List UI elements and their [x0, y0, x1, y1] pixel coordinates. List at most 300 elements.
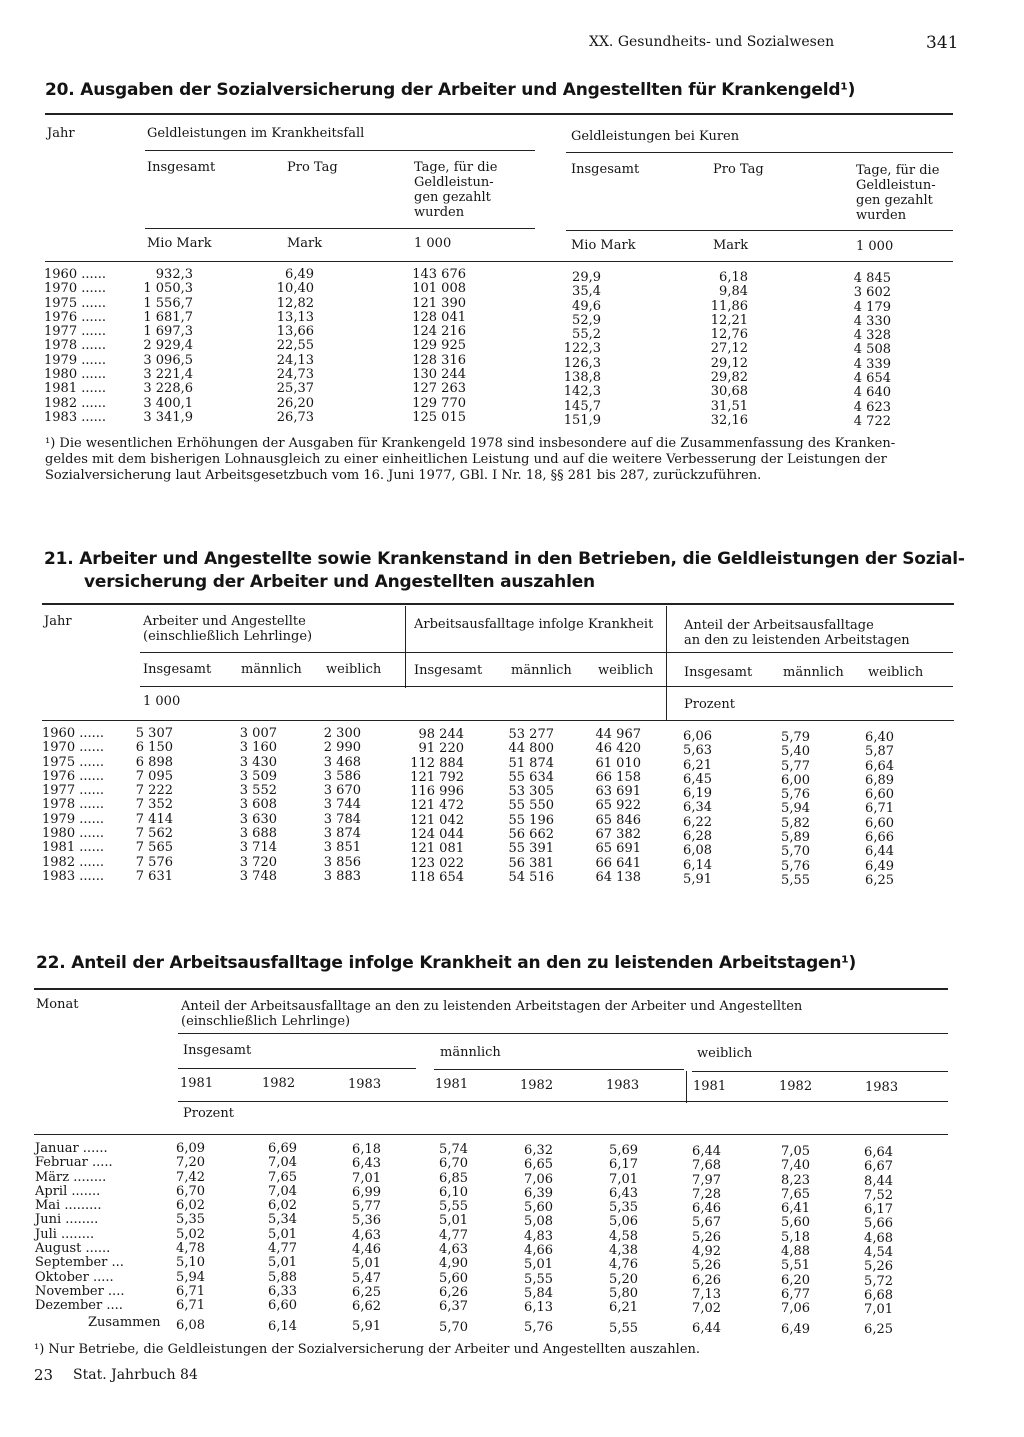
table-cell: 6,68	[864, 1287, 893, 1303]
total-insg-1981: 6,08	[176, 1318, 205, 1333]
group-header-krankheitsfall: Geldleistungen im Krankheitsfall	[147, 126, 365, 141]
table-cell: 6,70	[176, 1183, 205, 1199]
row-label-text: August	[35, 1241, 82, 1257]
group-header-arbeiter: Arbeiter und Angestellte (einschließlich Lehrlinge)	[143, 614, 313, 644]
row-label-text: 1981	[44, 381, 78, 397]
table-cell: 13,13	[276, 309, 314, 325]
table-cell: 31,51	[710, 398, 748, 414]
col-header-insgesamt-21b: Insgesamt	[414, 663, 483, 678]
leader-dots: ......	[75, 740, 105, 756]
table-cell: 125 015	[412, 409, 466, 425]
table-cell: 55 391	[508, 841, 554, 857]
table-20-col-krankheit-protag	[270, 268, 314, 425]
total-m-1982: 5,76	[524, 1320, 553, 1335]
table-cell: 4,76	[609, 1257, 638, 1273]
table-cell: 5,01	[524, 1257, 553, 1273]
col-header-insgesamt-21a: Insgesamt	[143, 662, 212, 677]
table-cell: 121 792	[410, 769, 464, 785]
table-cell: 101 008	[412, 281, 466, 297]
table-cell: 7,01	[352, 1170, 381, 1186]
row-label	[35, 1242, 165, 1256]
table-cell: 65 691	[595, 841, 641, 857]
table-20-col-kuren-tage	[848, 272, 891, 429]
table-cell: 4,63	[439, 1242, 468, 1258]
table-cell: 5 307	[135, 726, 173, 741]
table-cell: 121 390	[412, 295, 466, 311]
table-cell: 6,71	[176, 1283, 205, 1299]
table-cell: 127 263	[412, 381, 466, 397]
table-cell: 5,69	[609, 1143, 638, 1158]
table-cell: 145,7	[563, 398, 601, 414]
table-21-header-rule	[42, 720, 954, 721]
row-label	[42, 727, 134, 741]
col-header-insgesamt-1: Insgesamt	[147, 160, 216, 175]
table-cell: 3 228,6	[143, 381, 193, 397]
leader-dots: ......	[77, 324, 107, 340]
table-22-top-rule	[34, 988, 948, 990]
row-label-text: 1979	[42, 811, 76, 827]
table-cell: 6,28	[683, 829, 712, 845]
row-label-text: 1970	[44, 281, 78, 297]
table-cell: 27,12	[710, 341, 748, 357]
table-cell: 5,01	[352, 1256, 381, 1272]
table-cell: 7,97	[692, 1172, 721, 1188]
table-cell: 6,43	[352, 1156, 381, 1172]
table-cell: 6,37	[439, 1299, 468, 1315]
table-cell: 5,76	[781, 858, 810, 874]
leader-dots: ......	[75, 840, 105, 856]
table-cell: 6 898	[135, 754, 173, 770]
table-cell: 98 244	[418, 727, 464, 742]
leader-dots: ........	[61, 1212, 99, 1228]
table-cell: 4,54	[864, 1245, 893, 1261]
row-label	[44, 268, 134, 282]
table-cell: 5,20	[609, 1271, 638, 1287]
table-cell: 118 654	[410, 869, 464, 885]
table-cell: 6,26	[692, 1272, 721, 1288]
row-label-text: 1977	[44, 324, 78, 340]
row-label	[42, 770, 134, 784]
table-cell: 121 042	[410, 812, 464, 828]
table-cell: 6,06	[683, 729, 712, 744]
table-cell: 3 221,4	[143, 367, 193, 383]
col-header-weiblich-22: weiblich	[697, 1046, 753, 1061]
table-cell: 6,64	[864, 1145, 893, 1160]
row-label-text: 1978	[42, 797, 76, 813]
table-cell: 6,17	[864, 1202, 893, 1218]
table-cell: 6,25	[352, 1284, 381, 1300]
footer-source: Stat. Jahrbuch 84	[73, 1367, 198, 1383]
sub-rule-22c	[692, 1071, 948, 1072]
table-cell: 7 414	[135, 811, 173, 827]
table-22-title: 22. Anteil der Arbeitsausfalltage infolge Krankheit an den zu leistenden Arbeitstagen¹)	[36, 953, 857, 973]
row-label	[42, 856, 134, 870]
leader-dots: ......	[77, 352, 107, 368]
table-cell: 5,60	[439, 1270, 468, 1286]
unit-prozent-21: Prozent	[684, 697, 735, 712]
table-cell: 46 420	[595, 741, 641, 757]
table-cell: 5,72	[864, 1273, 893, 1289]
row-label-text: 1981	[42, 840, 76, 856]
leader-dots: ......	[77, 267, 107, 282]
total-m-1981: 5,70	[439, 1320, 468, 1335]
table-cell: 61 010	[595, 755, 641, 771]
table-cell: 5,51	[781, 1258, 810, 1274]
leader-dots: ........	[69, 1169, 107, 1185]
table-cell: 2 990	[323, 740, 361, 756]
leader-dots: .........	[60, 1198, 102, 1214]
row-label-text: Mai	[35, 1198, 61, 1214]
table-cell: 53 277	[508, 727, 554, 742]
table-cell: 5,08	[524, 1214, 553, 1230]
col-header-maennlich-21b: männlich	[511, 663, 572, 678]
row-label	[35, 1156, 165, 1170]
table-cell: 7 565	[135, 840, 173, 856]
table-cell: 116 996	[410, 784, 464, 800]
table-cell: 5,01	[439, 1213, 468, 1229]
table-cell: 11,86	[710, 298, 748, 314]
table-cell: 5,70	[781, 844, 810, 860]
table-cell: 130 244	[412, 367, 466, 383]
table-22-col-insg-1983	[346, 1143, 381, 1315]
table-cell: 5,60	[524, 1200, 553, 1216]
vrule-21-b	[666, 606, 667, 720]
unit-1000-1: 1 000	[414, 236, 452, 251]
table-cell: 5,02	[176, 1226, 205, 1242]
year-header-1981a: 1981	[180, 1076, 214, 1091]
col-header-insgesamt-22: Insgesamt	[183, 1043, 252, 1058]
row-label	[35, 1256, 165, 1270]
table-cell: 4,46	[352, 1242, 381, 1258]
table-cell: 7,28	[692, 1186, 721, 1202]
table-cell: 3 851	[323, 840, 361, 856]
year-header-1981b: 1981	[435, 1077, 469, 1092]
table-cell: 138,8	[563, 370, 601, 386]
table-cell: 5,94	[781, 801, 810, 817]
table-cell: 5,26	[692, 1229, 721, 1245]
row-label	[44, 325, 134, 339]
table-21-col-ausfall-weiblich	[585, 728, 641, 885]
leader-dots: ......	[77, 395, 107, 411]
table-cell: 3 160	[239, 740, 277, 756]
total-insg-1982: 6,14	[268, 1319, 297, 1334]
table-cell: 4,66	[524, 1243, 553, 1259]
leader-dots: ......	[75, 868, 105, 884]
table-cell: 6,89	[865, 772, 894, 788]
table-21-col-anteil-insgesamt	[678, 730, 712, 887]
table-cell: 7,06	[524, 1171, 553, 1187]
table-20-col-kuren-protag	[700, 271, 748, 428]
table-cell: 4,58	[609, 1228, 638, 1244]
table-cell: 6,60	[268, 1298, 297, 1314]
group-header-anteil-22: Anteil der Arbeitsausfalltage an den zu leistenden Arbeitstagen der Arbeiter und Angestellten (einschließlich Lehrlinge)	[181, 999, 803, 1029]
table-cell: 65 922	[595, 798, 641, 814]
table-cell: 3 400,1	[143, 395, 193, 411]
table-cell: 1 681,7	[143, 309, 193, 325]
table-cell: 7 095	[135, 768, 173, 784]
table-cell: 6,09	[176, 1141, 205, 1156]
year-header-1982b: 1982	[520, 1078, 554, 1093]
footer-page-no: 23	[34, 1366, 54, 1384]
row-label	[35, 1299, 165, 1313]
leader-dots: .......	[67, 1183, 101, 1199]
table-cell: 3 509	[239, 768, 277, 784]
table-cell: 121 081	[410, 841, 464, 857]
leader-dots: ......	[75, 754, 105, 770]
leader-dots: .....	[88, 1269, 114, 1285]
table-cell: 5,01	[268, 1226, 297, 1242]
row-label-text: 1982	[42, 854, 76, 870]
table-20-col-krankheit-tage	[405, 268, 466, 425]
table-cell: 4,83	[524, 1228, 553, 1244]
row-label	[44, 354, 134, 368]
leader-dots: ....	[103, 1283, 125, 1299]
table-cell: 44 967	[595, 727, 641, 742]
table-cell: 26,73	[276, 409, 314, 425]
unit-mark-1: Mark	[287, 236, 323, 251]
row-label-text: 1980	[44, 367, 78, 383]
table-cell: 6,43	[609, 1185, 638, 1201]
table-cell: 5,74	[439, 1142, 468, 1157]
table-cell: 5,35	[609, 1200, 638, 1216]
row-label-text: 1983	[44, 409, 78, 425]
table-21-top-rule	[42, 603, 954, 605]
table-cell: 22,55	[276, 338, 314, 354]
row-label	[35, 1271, 165, 1285]
table-cell: 5,91	[683, 871, 712, 887]
leader-dots: ......	[75, 826, 105, 842]
table-cell: 26,20	[276, 395, 314, 411]
page-number: 341	[926, 33, 959, 53]
sub-rule-22b	[434, 1069, 684, 1070]
table-cell: 2 929,4	[143, 338, 193, 354]
table-cell: 6,34	[683, 800, 712, 816]
unit-mio-mark-2: Mio Mark	[571, 238, 636, 253]
row-label	[35, 1185, 165, 1199]
table-cell: 3 670	[323, 783, 361, 799]
table-cell: 4 654	[853, 371, 891, 387]
table-cell: 5,89	[781, 830, 810, 846]
leader-dots: ........	[56, 1226, 95, 1242]
table-cell: 4,78	[176, 1241, 205, 1257]
row-label	[42, 756, 134, 770]
table-cell: 4,77	[439, 1227, 468, 1243]
table-cell: 3 552	[239, 783, 277, 799]
leader-dots: ......	[81, 1241, 111, 1257]
unit-rule-1	[145, 228, 535, 229]
table-cell: 128 041	[412, 309, 466, 325]
table-cell: 6,44	[692, 1144, 721, 1159]
row-label-text: 1980	[42, 826, 76, 842]
total-insg-1983: 5,91	[352, 1319, 381, 1334]
table-cell: 3 608	[239, 797, 277, 813]
col-header-maennlich-22: männlich	[440, 1045, 501, 1060]
unit-mio-mark-1: Mio Mark	[147, 236, 212, 251]
col-header-weiblich-21c: weiblich	[868, 665, 924, 680]
table-cell: 12,76	[710, 327, 748, 343]
table-cell: 123 022	[410, 855, 464, 871]
table-cell: 32,16	[710, 412, 748, 428]
table-cell: 129 770	[412, 395, 466, 411]
leader-dots: .....	[87, 1155, 113, 1171]
table-cell: 3 468	[323, 754, 361, 770]
table-cell: 5,87	[865, 744, 894, 760]
col-header-insgesamt-2: Insgesamt	[571, 162, 640, 177]
leader-dots: ......	[75, 797, 105, 813]
leader-dots: ....	[102, 1298, 123, 1314]
sub-rule-22a	[178, 1068, 416, 1069]
table-cell: 5,67	[692, 1215, 721, 1231]
leader-dots: ......	[77, 367, 107, 383]
table-cell: 55 550	[508, 798, 554, 814]
table-cell: 7,52	[864, 1187, 893, 1203]
row-label-text: 1976	[44, 309, 78, 325]
table-cell: 5,34	[268, 1212, 297, 1228]
table-cell: 30,68	[710, 384, 748, 400]
year-header-1982c: 1982	[779, 1079, 813, 1094]
table-cell: 5,77	[352, 1199, 381, 1215]
table-20-footnote: ¹) Die wesentlichen Erhöhungen der Ausgaben für Krankengeld 1978 sind insbesondere auf die Zusammenfassung des Kranken- geldes mit dem bisherigen Lohnausgleich zu einer einheitlichen Leistung und auf die weitere Verbesserung der Leistungen der Sozialversicherung laut Arbeitsgesetzbuch vom 16. Juni 1977, GBl. I Nr. 18, §§ 281 bis 287, zurückzuführen.	[45, 436, 896, 483]
table-cell: 6,44	[865, 844, 894, 860]
unit-1000-2: 1 000	[856, 239, 894, 254]
table-21-col-arbeiter-insgesamt	[130, 727, 173, 884]
table-20-col-kuren-insgesamt	[560, 271, 601, 428]
table-cell: 4 623	[853, 399, 891, 415]
table-cell: 112 884	[410, 755, 464, 771]
total-w-1983: 6,25	[864, 1322, 893, 1337]
col-header-weiblich-21a: weiblich	[326, 662, 382, 677]
leader-dots: ......	[75, 811, 105, 827]
row-label	[42, 827, 134, 841]
table-21-col-ausfall-insgesamt	[403, 728, 464, 885]
row-label-text: Juni	[35, 1212, 62, 1228]
row-label-text: Juli	[35, 1226, 57, 1242]
table-cell: 5,94	[176, 1269, 205, 1285]
col-header-monat: Monat	[36, 997, 79, 1012]
table-cell: 5,88	[268, 1269, 297, 1285]
table-cell: 55,2	[572, 327, 601, 343]
table-cell: 126,3	[563, 355, 601, 371]
table-cell: 6,00	[781, 772, 810, 788]
table-21-col-ausfall-maennlich	[498, 728, 554, 885]
table-cell: 6,08	[683, 843, 712, 859]
unit-prozent-22: Prozent	[183, 1106, 234, 1121]
table-cell: 4 508	[853, 342, 891, 358]
table-cell: 7 576	[135, 854, 173, 870]
table-cell: 3 856	[323, 854, 361, 870]
row-label-text: November	[35, 1283, 104, 1299]
table-cell: 5,66	[864, 1216, 893, 1232]
row-label	[35, 1142, 165, 1156]
table-cell: 6,18	[352, 1142, 381, 1157]
unit-rule-22	[178, 1101, 948, 1102]
table-cell: 6,18	[719, 270, 748, 285]
col-header-protag-1: Pro Tag	[287, 160, 338, 175]
vrule-22	[686, 1071, 687, 1103]
table-cell: 44 800	[508, 741, 554, 757]
table-cell: 5,80	[609, 1285, 638, 1301]
table-22-col-w-1982	[775, 1145, 810, 1317]
table-cell: 6,62	[352, 1299, 381, 1315]
table-21-col-anteil-weiblich	[860, 731, 894, 888]
col-header-maennlich-21a: männlich	[241, 662, 302, 677]
group-rule-1	[145, 150, 535, 151]
table-20-col-krankheit-insgesamt	[135, 268, 193, 425]
table-cell: 6,49	[285, 267, 314, 282]
row-label-text: 1977	[42, 783, 76, 799]
table-cell: 5,26	[864, 1259, 893, 1275]
table-22-col-w-1983	[858, 1146, 893, 1318]
table-cell: 7,65	[781, 1186, 810, 1202]
table-20-years	[44, 268, 134, 425]
col-header-insgesamt-21c: Insgesamt	[684, 665, 753, 680]
table-cell: 67 382	[595, 827, 641, 843]
unit-rule-21	[140, 686, 953, 687]
leader-dots: ......	[75, 783, 105, 799]
row-label	[35, 1171, 165, 1185]
table-cell: 7,06	[781, 1301, 810, 1317]
group-header-kuren: Geldleistungen bei Kuren	[571, 129, 740, 144]
row-label	[42, 813, 134, 827]
row-label	[35, 1228, 165, 1242]
leader-dots: ......	[77, 281, 107, 297]
table-cell: 5,06	[609, 1214, 638, 1230]
table-cell: 6,69	[268, 1141, 297, 1156]
table-cell: 6,70	[439, 1156, 468, 1172]
table-cell: 122,3	[563, 341, 601, 357]
table-cell: 5,55	[439, 1199, 468, 1215]
table-cell: 6,21	[683, 757, 712, 773]
row-label-text: 1976	[42, 768, 76, 784]
table-cell: 54 516	[508, 869, 554, 885]
unit-rule-2	[566, 230, 953, 231]
group-rule-2	[566, 152, 953, 153]
table-cell: 12,82	[276, 295, 314, 311]
year-header-1983c: 1983	[865, 1080, 899, 1095]
table-21-title: 21. Arbeiter und Angestellte sowie Krankenstand in den Betrieben, die Geldleistungen der Sozial- versicherung der Arbeiter und Angestellten auszahlen	[44, 549, 965, 592]
table-cell: 4,63	[352, 1227, 381, 1243]
total-w-1981: 6,44	[692, 1321, 721, 1336]
table-cell: 6,21	[609, 1300, 638, 1316]
table-cell: 6,67	[864, 1159, 893, 1175]
table-cell: 3 744	[323, 797, 361, 813]
row-label	[42, 841, 134, 855]
row-label-text: September	[35, 1255, 108, 1271]
vrule-21-a	[405, 606, 406, 688]
table-cell: 3 096,5	[143, 352, 193, 368]
table-cell: 4,92	[692, 1244, 721, 1260]
table-cell: 4,38	[609, 1243, 638, 1259]
leader-dots: ......	[75, 854, 105, 870]
table-cell: 5,55	[524, 1271, 553, 1287]
row-label	[42, 798, 134, 812]
table-cell: 6,60	[865, 787, 894, 803]
table-cell: 29,82	[710, 370, 748, 386]
table-cell: 3 714	[239, 840, 277, 856]
table-cell: 5,79	[781, 730, 810, 745]
table-cell: 6,71	[865, 801, 894, 817]
table-cell: 6,26	[439, 1284, 468, 1300]
group-rule-21	[140, 652, 953, 653]
table-cell: 3 602	[853, 285, 891, 301]
table-cell: 8,44	[864, 1173, 893, 1189]
table-cell: 13,66	[276, 324, 314, 340]
table-cell: 6,45	[683, 771, 712, 787]
table-cell: 6,13	[524, 1300, 553, 1316]
group-rule-22	[178, 1033, 948, 1034]
table-22-col-insg-1981	[170, 1142, 205, 1314]
table-cell: 25,37	[276, 381, 314, 397]
